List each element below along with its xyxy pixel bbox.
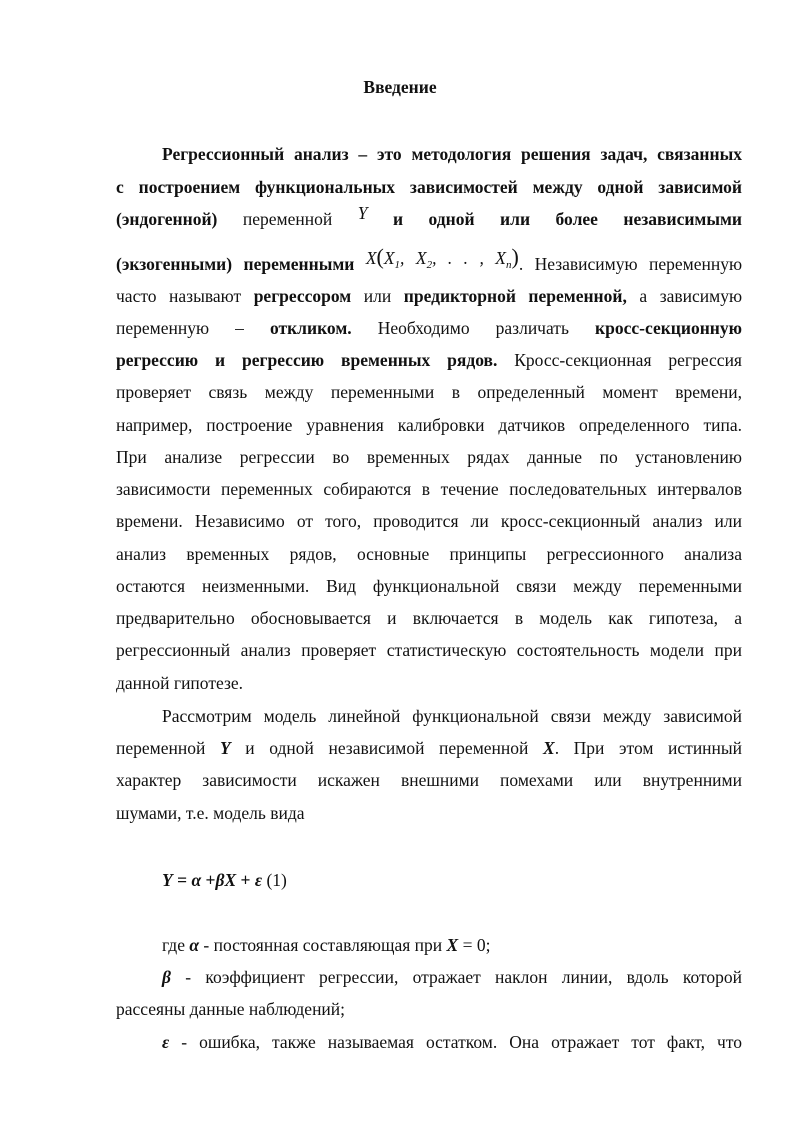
p1-line-9: например, построение уравнения калибровки датчиков определенного типа. bbox=[116, 415, 742, 435]
def-epsilon: ε - ошибка, также называемая остатком. Она отражает тот факт, что bbox=[162, 1032, 742, 1052]
p1-line-12: времени. Независимо от того, проводится ли кросс-секционный анализ или bbox=[116, 511, 742, 531]
p2-line-2: переменной Y и одной независимой переменной X. При этом истинный bbox=[116, 738, 743, 758]
p1-line-2: с построением функциональных зависимостей между одной зависимой bbox=[116, 177, 742, 197]
p2-line-4: шумами, т.е. модель вида bbox=[116, 803, 305, 823]
def-beta-line-2: рассеяны данные наблюдений; bbox=[116, 999, 346, 1019]
p2-line-1: Рассмотрим модель линейной функциональной связи между зависимой bbox=[162, 706, 742, 726]
p1-line-7: регрессию и регрессию временных рядов. Кросс-секционная регрессия bbox=[116, 350, 742, 370]
p1-line-8: проверяет связь между переменными в определенный момент времени, bbox=[116, 382, 742, 402]
p1-line-16: регрессионный анализ проверяет статистическую состоятельность модели при bbox=[116, 640, 742, 660]
p1-line-5: часто называют регрессором или предикторной переменной, а зависимую bbox=[116, 286, 743, 306]
def-alpha: где α - постоянная составляющая при X = 0; bbox=[162, 935, 491, 955]
def-beta-line-1: β - коэффициент регрессии, отражает наклон линии, вдоль которой bbox=[162, 967, 742, 987]
p1-line-1: Регрессионный анализ – это методология решения задач, связанных bbox=[162, 144, 742, 164]
p1-line-6: переменную – откликом. Необходимо различать кросс-секционную bbox=[116, 318, 742, 338]
p1-line-3: (эндогенной) переменной Y и одной или более независимыми bbox=[116, 203, 743, 229]
p1-line-14: остаются неизменными. Вид функциональной связи между переменными bbox=[116, 576, 742, 596]
var-y: Y bbox=[357, 203, 368, 223]
p1-line-13: анализ временных рядов, основные принципы регрессионного анализа bbox=[116, 544, 742, 564]
equation-1: Y = α +βX + ε (1) bbox=[162, 870, 287, 890]
p1-line-15: предварительно обосновывается и включается в модель как гипотеза, а bbox=[116, 608, 742, 628]
p1-line-10: При анализе регрессии во временных рядах данные по установлению bbox=[116, 447, 742, 467]
p1-line-11: зависимости переменных собираются в течение последовательных интервалов bbox=[116, 479, 742, 499]
p1-line-4: (экзогенными) переменными $X(X_1$, $X_2$, . . , $X_n$). Независимую переменную bbox=[116, 244, 743, 274]
p2-line-3: характер зависимости искажен внешними помехами или внутренними bbox=[116, 770, 742, 790]
section-title: Введение bbox=[363, 77, 437, 97]
p1-line-17: данной гипотезе. bbox=[116, 673, 244, 693]
formula-x-vector: $X(X_1$, $X_2$, . . , $X_n$) bbox=[365, 244, 519, 271]
